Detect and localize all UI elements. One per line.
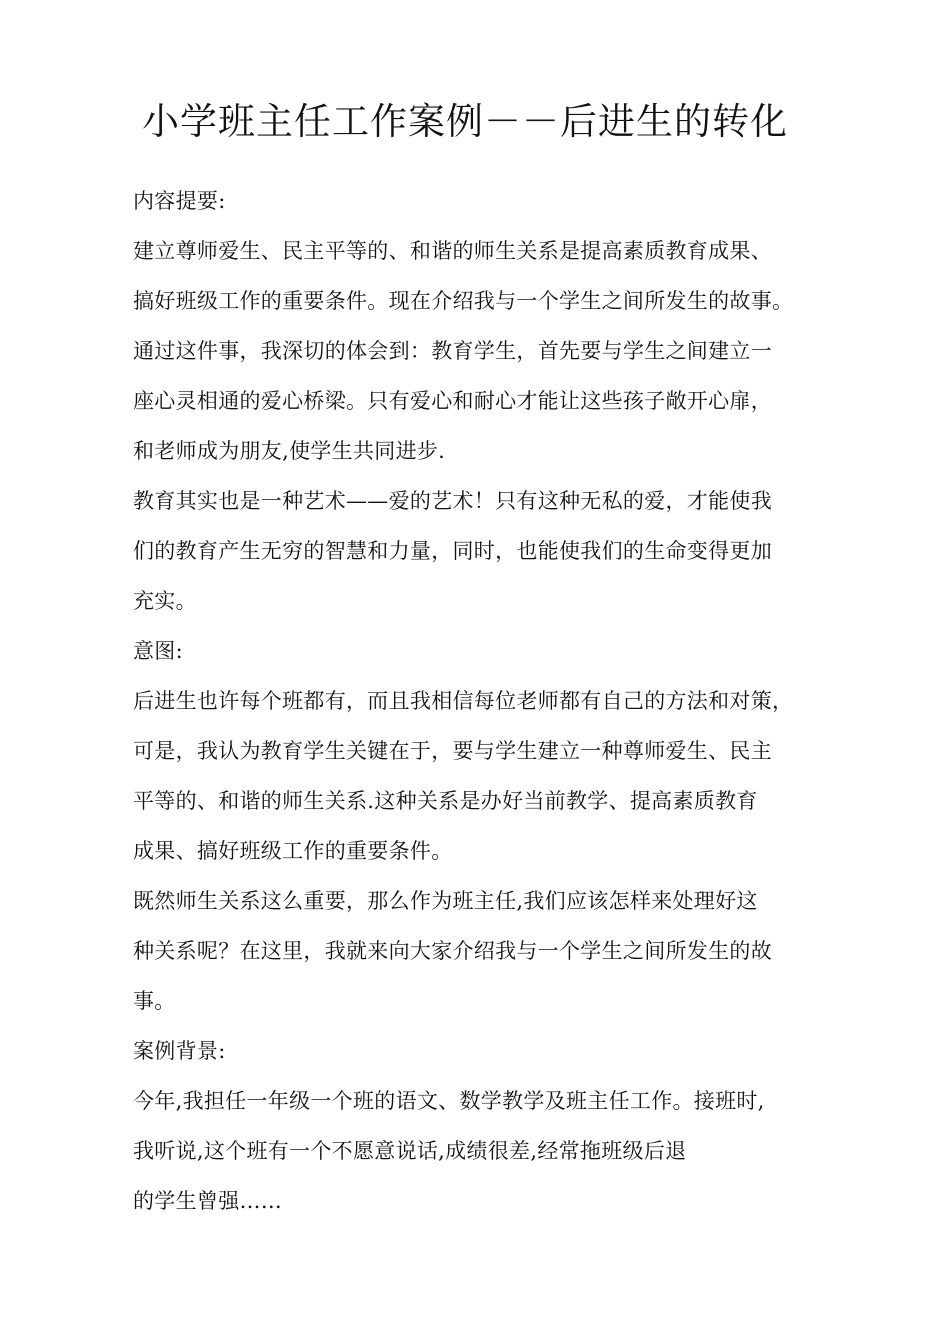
text-line: 建立尊师爱生、民主平等的、和谐的师生关系是提高素质教育成果、: [133, 239, 772, 263]
text-line: 充实。: [133, 589, 197, 613]
text-line: 后进生也许每个班都有，而且我相信每位老师都有自己的方法和对策，: [133, 689, 794, 713]
text-line: 座心灵相通的爱心桥梁。只有爱心和耐心才能让这些孩子敞开心扉，: [133, 389, 772, 413]
text-line: 可是，我认为教育学生关键在于，要与学生建立一种尊师爱生、民主: [133, 739, 772, 763]
text-line: 通过这件事，我深切的体会到：教育学生，首先要与学生之间建立一: [133, 339, 772, 363]
text-line: 我听说,这个班有一个不愿意说话,成绩很差,经常拖班级后退: [133, 1139, 687, 1163]
text-line: 事。: [133, 989, 176, 1013]
text-line: 今年,我担任一年级一个班的语文、数学教学及班主任工作。接班时,: [133, 1089, 765, 1113]
document-body: [133, 176, 913, 1226]
heading-intent: 意图:: [133, 639, 183, 663]
text-line: 们的教育产生无穷的智慧和力量，同时，也能使我们的生命变得更加: [133, 539, 772, 563]
heading-summary: 内容提要:: [133, 189, 226, 213]
text-line: 和老师成为朋友,使学生共同进步.: [133, 439, 446, 463]
text-line: 既然师生关系这么重要，那么作为班主任,我们应该怎样来处理好这: [133, 889, 758, 913]
text-line: 平等的、和谐的师生关系.这种关系是办好当前教学、提高素质教育: [133, 789, 758, 813]
text-line: 的学生曾强……: [133, 1189, 283, 1213]
document-title: 小学班主任工作案例－－后进生的转化: [142, 100, 788, 143]
text-line: 搞好班级工作的重要条件。现在介绍我与一个学生之间所发生的故事。: [133, 289, 794, 313]
text-line: 种关系呢？在这里，我就来向大家介绍我与一个学生之间所发生的故: [133, 939, 772, 963]
text-line: 教育其实也是一种艺术——爱的艺术！只有这种无私的爱，才能使我: [133, 489, 772, 513]
heading-background: 案例背景:: [133, 1039, 226, 1063]
text-line: 成果、搞好班级工作的重要条件。: [133, 839, 453, 863]
